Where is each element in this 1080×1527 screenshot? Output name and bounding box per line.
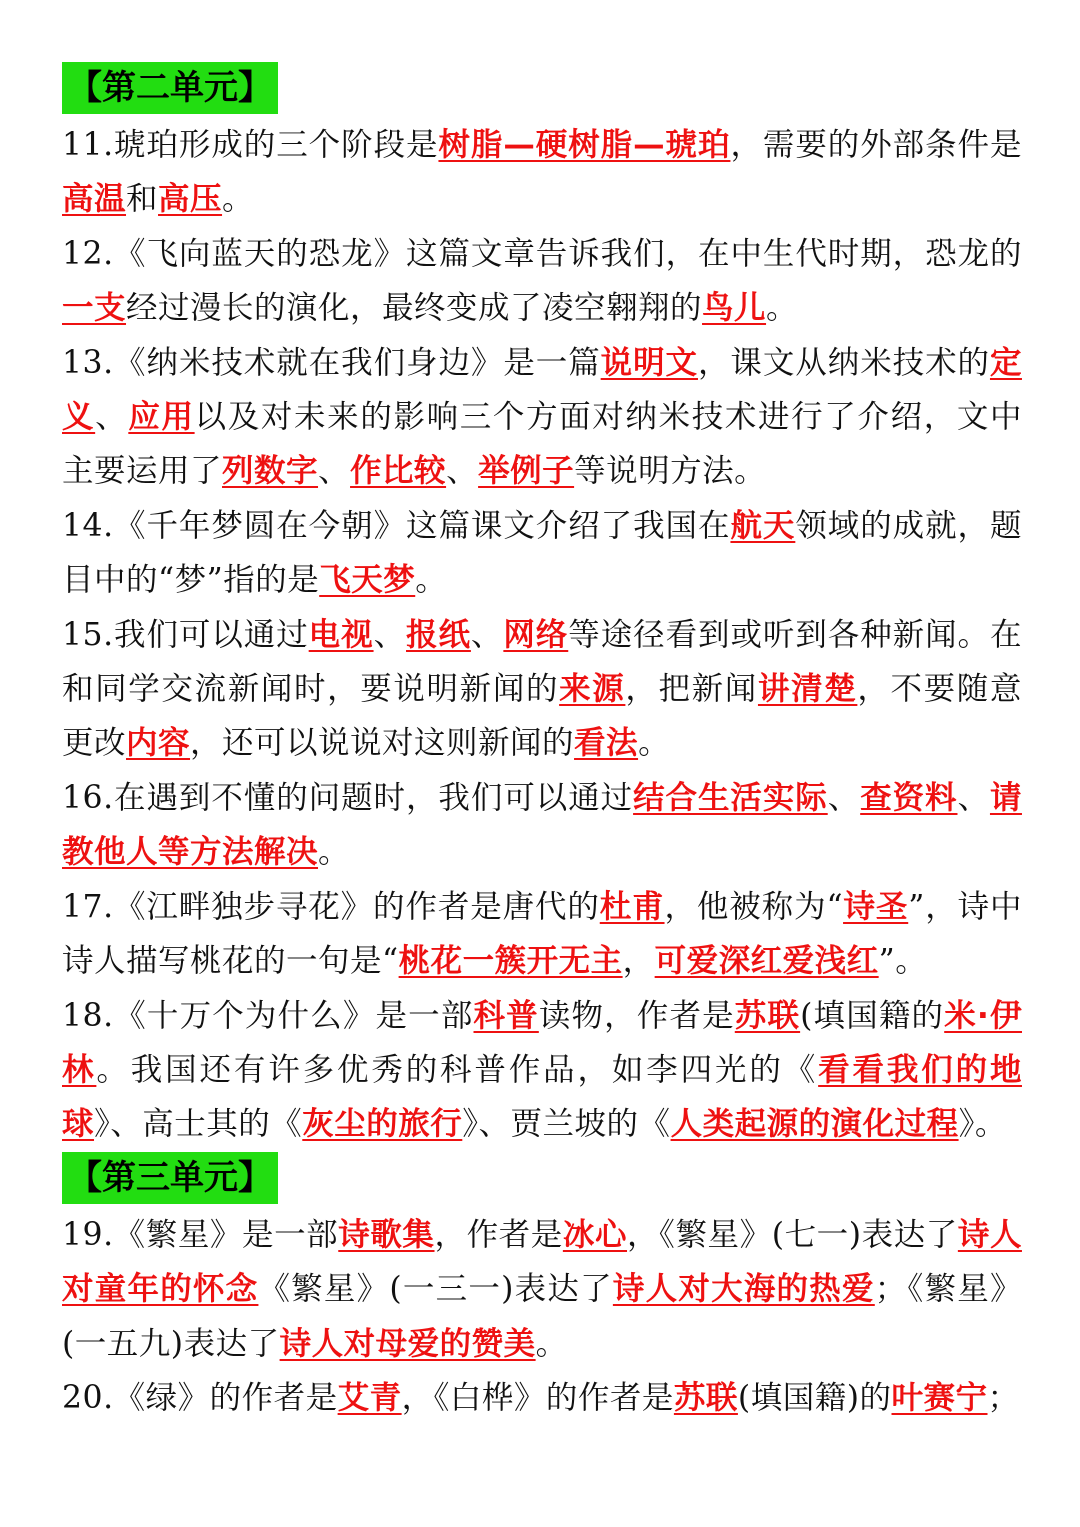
answer-text: 米·伊林 xyxy=(62,997,1022,1088)
item-text: ，不要随意更改 xyxy=(62,671,1022,762)
answer-text: 定义 xyxy=(62,344,1022,436)
answer-text: 举例子 xyxy=(478,453,575,490)
answer-text: 人类起源的演化过程 xyxy=(670,1106,959,1143)
answer-text: 看法 xyxy=(574,725,639,762)
note-item xyxy=(62,118,1022,227)
answer-text: 结合生活实际 xyxy=(633,779,828,816)
item-text: ，还可以说说对这则新闻的 xyxy=(190,725,575,762)
item-text: 12.《飞向蓝天的恐龙》这篇文章告诉我们，在中生代时期，恐龙的 xyxy=(62,235,1022,272)
item-text: 14.《千年梦圆在今朝》这篇课文介绍了我国在 xyxy=(62,507,731,544)
note-item xyxy=(62,1208,1022,1371)
item-text: 11.琥珀形成的三个阶段是 xyxy=(62,127,439,163)
answer-text: 杜甫 xyxy=(599,888,665,925)
answer-text: 一支 xyxy=(62,290,127,327)
item-text: 。 xyxy=(415,562,448,599)
answer-text: 桃花一簇开无主 xyxy=(398,943,623,980)
answer-text: 苏联 xyxy=(734,997,801,1034)
answer-text: 作比较 xyxy=(350,453,447,490)
item-text: 《繁星》(一三一)表达了 xyxy=(258,1271,613,1308)
note-item xyxy=(62,880,1022,989)
answer-text: 科普 xyxy=(473,997,539,1034)
study-notes xyxy=(62,62,1022,1425)
item-text: 和 xyxy=(126,181,159,218)
answer-text: 电视 xyxy=(308,616,374,653)
item-text: 读物，作者是 xyxy=(538,997,735,1034)
note-item xyxy=(62,771,1022,880)
answer-text: 内容 xyxy=(126,725,191,762)
section-heading-block xyxy=(62,62,1022,118)
item-text: 、 xyxy=(373,616,407,653)
note-item xyxy=(62,227,1022,336)
item-text: 以及对未来的影响三个方面对纳米技术进行了介绍，文中主要运用了 xyxy=(62,399,1022,490)
item-text: ，需要的外部条件是 xyxy=(730,127,1022,163)
item-text: 等途径看到或听到各种新闻。在和同学交流新闻时，要说明新闻的 xyxy=(62,616,1022,708)
answer-text: 诗人对大海的热爱 xyxy=(612,1271,875,1308)
item-text: 17.《江畔独步寻花》的作者是唐代的 xyxy=(62,888,600,925)
item-text: ， xyxy=(622,943,655,980)
answer-text: 苏联 xyxy=(673,1379,738,1416)
item-text: 13.《纳米技术就在我们身边》是一篇 xyxy=(62,344,601,381)
item-text: ，《白桦》的作者是 xyxy=(401,1379,674,1416)
answer-text: 艾青 xyxy=(337,1379,402,1416)
answer-text: 诗人对童年的怀念 xyxy=(62,1216,1022,1308)
answer-text: 网络 xyxy=(503,616,569,653)
item-text: 16.在遇到不懂的问题时，我们可以通过 xyxy=(62,779,634,816)
item-text: 、 xyxy=(470,616,504,653)
answer-text: 应用 xyxy=(128,399,195,436)
note-item xyxy=(62,336,1022,499)
answer-text: 高压 xyxy=(158,181,223,218)
item-text: 。 xyxy=(222,181,255,218)
item-text: ，《繁星》(七一)表达了 xyxy=(627,1216,958,1253)
answer-text: 列数字 xyxy=(222,453,319,490)
answer-text: 讲清楚 xyxy=(757,671,858,708)
note-item xyxy=(62,499,1022,608)
item-text: 20.《绿》的作者是 xyxy=(62,1379,338,1416)
section-heading-block xyxy=(62,1152,1022,1208)
item-text: 18.《十万个为什么》是一部 xyxy=(62,997,474,1034)
item-text: ； xyxy=(987,1379,1020,1416)
section-heading: 【第三单元】 xyxy=(62,1152,278,1204)
item-text: ”，诗中诗人描写桃花的一句是“ xyxy=(62,888,1022,980)
answer-text: 叶赛宁 xyxy=(891,1379,988,1416)
item-text: 。 xyxy=(535,1325,568,1362)
answer-text: 冰心 xyxy=(562,1216,628,1253)
item-text: 等说明方法。 xyxy=(574,453,767,490)
item-text: 。我国还有许多优秀的科普作品，如李四光的《 xyxy=(96,1051,819,1088)
item-text: ，作者是 xyxy=(434,1216,563,1253)
answer-text: 高温 xyxy=(62,181,127,218)
answer-text: 树脂—硬树脂—琥珀 xyxy=(438,127,731,163)
answer-text: 来源 xyxy=(559,671,626,708)
item-text: 、 xyxy=(446,453,479,490)
answer-text: 说明文 xyxy=(600,344,698,381)
item-text: 15.我们可以通过 xyxy=(62,616,309,653)
section-heading: 【第二单元】 xyxy=(62,62,278,114)
item-text: 》、高士其的《 xyxy=(94,1106,303,1143)
answer-text: 航天 xyxy=(730,507,796,544)
answer-text: 诗歌集 xyxy=(338,1216,435,1253)
item-text: 经过漫长的演化，最终变成了凌空翱翔的 xyxy=(126,290,703,327)
note-item xyxy=(62,1371,1022,1425)
item-text: 、 xyxy=(95,399,129,436)
item-text: ，课文从纳米技术的 xyxy=(697,344,990,381)
item-text: 19.《繁星》是一部 xyxy=(62,1216,339,1253)
item-text: ，他被称为“ xyxy=(664,888,844,925)
answer-text: 请教他人等方法解决 xyxy=(62,779,1022,871)
note-item xyxy=(62,989,1022,1152)
answer-text: 鸟儿 xyxy=(702,290,767,327)
item-text: 、 xyxy=(827,779,861,816)
item-text: 。 xyxy=(766,290,799,327)
answer-text: 诗人对母爱的赞美 xyxy=(279,1325,536,1362)
item-text: 。 xyxy=(318,834,351,871)
answer-text: 可爱深红爱浅红 xyxy=(654,943,879,980)
item-text: (填国籍)的 xyxy=(737,1379,892,1416)
answer-text: 查资料 xyxy=(860,779,958,816)
item-text: ”。 xyxy=(878,943,928,980)
answer-text: 灰尘的旅行 xyxy=(302,1106,463,1143)
note-item xyxy=(62,608,1022,771)
item-text: 》、贾兰坡的《 xyxy=(462,1106,671,1143)
answer-text: 看看我们的地球 xyxy=(62,1051,1022,1143)
item-text: 、 xyxy=(957,779,990,816)
item-text: 》。 xyxy=(958,1106,1007,1143)
answer-text: 报纸 xyxy=(406,616,471,653)
answer-text: 飞天梦 xyxy=(319,562,416,599)
item-text: ；《繁星》(一五九)表达了 xyxy=(62,1271,1022,1362)
answer-text: 诗圣 xyxy=(843,888,909,925)
item-text: ，把新闻 xyxy=(625,671,758,708)
item-text: 、 xyxy=(318,453,351,490)
item-text: (填国籍的 xyxy=(800,997,945,1034)
item-text: 。 xyxy=(638,725,671,762)
item-text: 领域的成就，题目中的“梦”指的是 xyxy=(62,507,1022,599)
